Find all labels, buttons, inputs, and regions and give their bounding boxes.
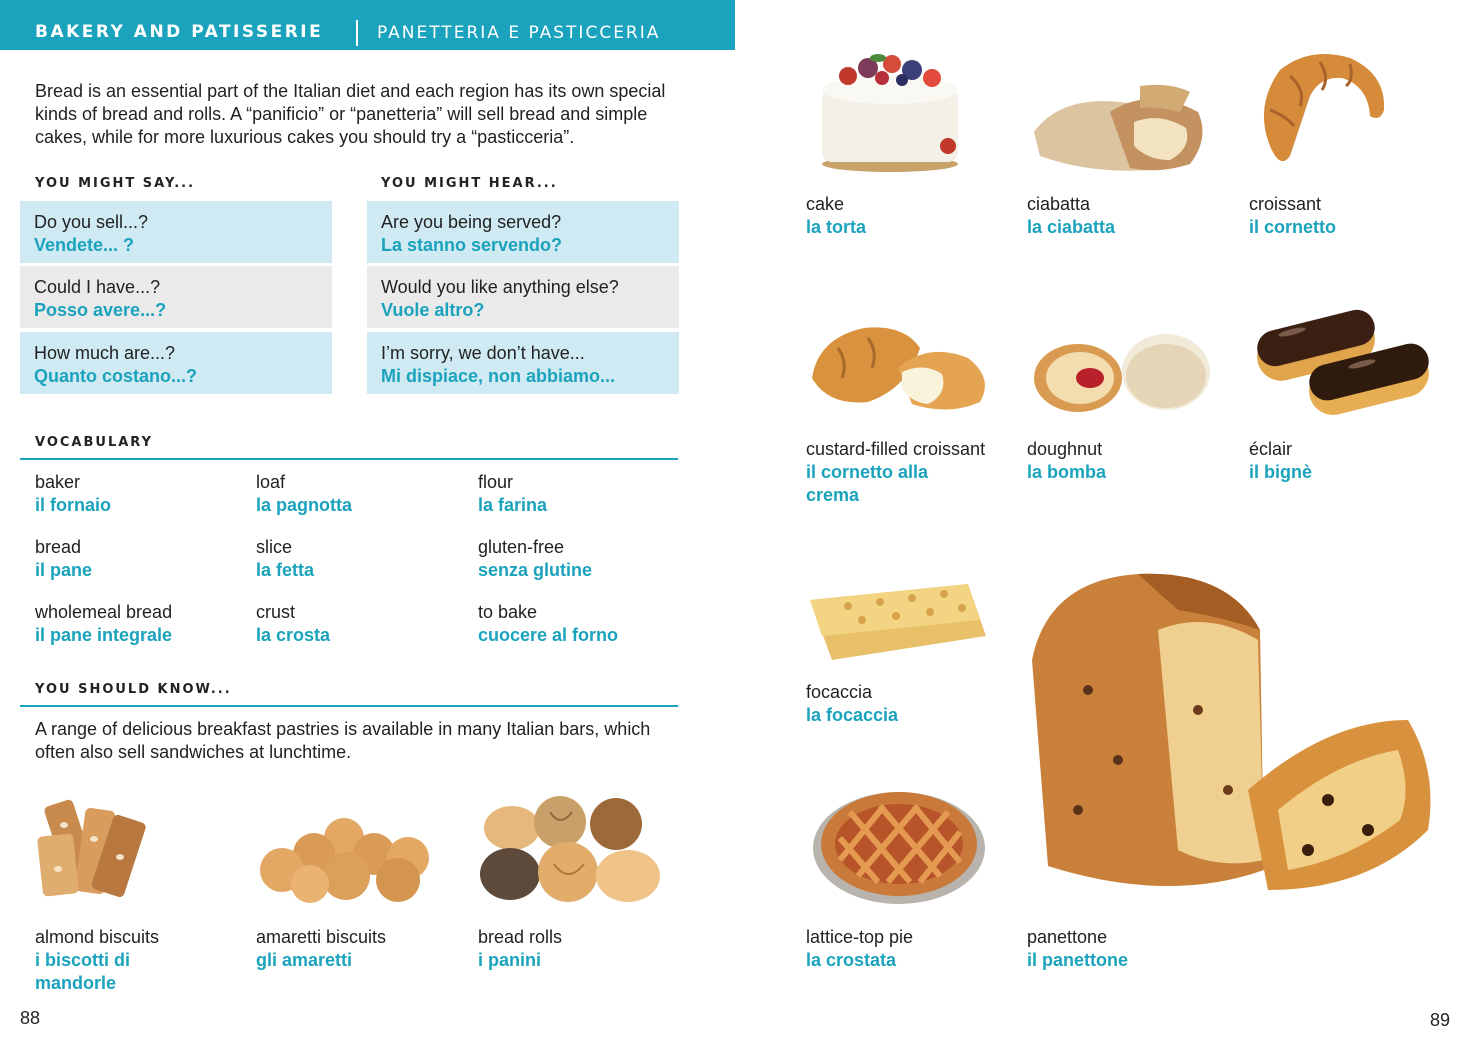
caption-italian: il cornetto alla crema — [806, 462, 929, 505]
vocab-italian: la farina — [478, 495, 548, 515]
might-say-phrase — [20, 266, 332, 328]
vocab-italian: senza glutine — [478, 560, 593, 580]
picture-caption — [35, 926, 235, 995]
vocab-italian: cuocere al forno — [478, 625, 619, 645]
vocab-english: baker — [35, 472, 81, 492]
might-say-label: YOU MIGHT SAY... — [35, 176, 196, 191]
caption-italian: i biscotti di mandorle — [35, 950, 131, 993]
caption-english: panettone — [1027, 927, 1108, 947]
should-know-label: YOU SHOULD KNOW... — [35, 682, 232, 697]
might-hear-phrase — [367, 266, 679, 328]
phrase-italian: La stanno servendo? — [381, 235, 563, 255]
custard-croissant-picture — [808, 318, 990, 416]
might-say-phrase — [20, 201, 332, 263]
vocab-italian: il pane integrale — [35, 625, 173, 645]
vocab-english: crust — [256, 602, 296, 622]
picture-caption — [478, 926, 678, 972]
vocab-item — [256, 601, 330, 647]
picture-caption — [1027, 926, 1227, 972]
vocab-item — [35, 536, 92, 582]
header-title: BAKERY AND PATISSERIE — [35, 22, 324, 42]
vocab-italian: il fornaio — [35, 495, 111, 515]
phrase-english: I’m sorry, we don’t have... — [381, 343, 585, 363]
caption-italian: i panini — [478, 950, 541, 970]
caption-italian: la crostata — [806, 950, 897, 970]
vocabulary-label: VOCABULARY — [35, 435, 154, 450]
might-say-phrase — [20, 332, 332, 394]
caption-english: cake — [806, 194, 845, 214]
page-number-right: 89 — [1430, 1010, 1451, 1030]
might-hear-phrase — [367, 201, 679, 263]
caption-italian: la bomba — [1027, 462, 1107, 482]
phrase-italian: Quanto costano...? — [34, 366, 198, 386]
vocab-italian: la pagnotta — [256, 495, 353, 515]
caption-english: focaccia — [806, 682, 873, 702]
might-hear-label: YOU MIGHT HEAR... — [381, 176, 558, 191]
header-subtitle: PANETTERIA E PASTICCERIA — [377, 23, 661, 43]
vocab-english: wholemeal bread — [35, 602, 173, 622]
caption-italian: il bignè — [1249, 462, 1312, 482]
caption-italian: la torta — [806, 217, 867, 237]
caption-english: custard-filled croissant — [806, 439, 986, 459]
vocab-item — [478, 601, 618, 647]
picture-caption — [1249, 438, 1449, 484]
vocab-item — [35, 471, 111, 517]
vocab-item — [35, 601, 172, 647]
caption-english: ciabatta — [1027, 194, 1091, 214]
vocabulary-rule — [20, 458, 678, 460]
caption-italian: la focaccia — [806, 705, 899, 725]
caption-english: éclair — [1249, 439, 1293, 459]
picture-caption — [256, 926, 456, 972]
vocab-italian: la fetta — [256, 560, 315, 580]
header-divider — [356, 20, 358, 46]
phrase-english: Are you being served? — [381, 212, 562, 232]
vocab-english: slice — [256, 537, 293, 557]
vocab-item — [478, 536, 592, 582]
caption-italian: il panettone — [1027, 950, 1129, 970]
ciabatta-picture — [1030, 82, 1212, 174]
picture-caption — [806, 438, 1006, 507]
picture-caption — [806, 681, 1006, 727]
phrase-english: Would you like anything else? — [381, 277, 619, 297]
vocab-english: loaf — [256, 472, 286, 492]
phrase-italian: Mi dispiace, non abbiamo... — [381, 366, 616, 386]
caption-english: croissant — [1249, 194, 1322, 214]
caption-italian: gli amaretti — [256, 950, 353, 970]
caption-english: almond biscuits — [35, 927, 160, 947]
picture-caption — [1027, 193, 1227, 239]
focaccia-picture — [808, 580, 988, 662]
amaretti-picture — [258, 818, 442, 904]
phrase-italian: Vuole altro? — [381, 300, 485, 320]
picture-caption — [806, 926, 1006, 972]
phrase-english: Could I have...? — [34, 277, 161, 297]
lattice-pie-picture — [810, 782, 988, 906]
croissant-picture — [1250, 46, 1390, 174]
bread-rolls-picture — [480, 794, 664, 906]
phrase-english: How much are...? — [34, 343, 176, 363]
intro-paragraph: Bread is an essential part of the Italian diet and each region has its own special kinds of bread and rolls. A “panificio” or “panetteria” will sell bread and simple cakes, while for more luxurious cakes you should try a “pasticceria”. — [35, 81, 666, 147]
eclair-picture — [1252, 306, 1436, 420]
vocab-italian: il pane — [35, 560, 93, 580]
phrase-english: Do you sell...? — [34, 212, 149, 232]
should-know-rule — [20, 705, 678, 707]
vocab-english: flour — [478, 472, 514, 492]
caption-italian: la ciabatta — [1027, 217, 1116, 237]
phrase-italian: Vendete... ? — [34, 235, 135, 255]
should-know-text: A range of delicious breakfast pastries is available in many Italian bars, which often also sell sandwiches at lunchtime. — [35, 719, 651, 762]
vocab-english: gluten-free — [478, 537, 565, 557]
caption-italian: il cornetto — [1249, 217, 1337, 237]
vocab-english: to bake — [478, 602, 538, 622]
doughnut-picture — [1030, 332, 1212, 414]
caption-english: lattice-top pie — [806, 927, 914, 947]
panettone-picture — [1028, 570, 1438, 910]
phrase-italian: Posso avere...? — [34, 300, 167, 320]
caption-english: bread rolls — [478, 927, 563, 947]
almond-biscuits-picture — [36, 795, 148, 905]
caption-english: amaretti biscuits — [256, 927, 387, 947]
vocab-item — [256, 471, 352, 517]
vocab-italian: la crosta — [256, 625, 331, 645]
might-hear-phrase — [367, 332, 679, 394]
cake-picture — [808, 46, 976, 174]
caption-english: doughnut — [1027, 439, 1103, 459]
page-number-left: 88 — [20, 1008, 41, 1028]
vocab-english: bread — [35, 537, 82, 557]
picture-caption — [1249, 193, 1449, 239]
vocab-item — [478, 471, 547, 517]
picture-caption — [806, 193, 1006, 239]
vocab-item — [256, 536, 314, 582]
picture-caption — [1027, 438, 1227, 484]
